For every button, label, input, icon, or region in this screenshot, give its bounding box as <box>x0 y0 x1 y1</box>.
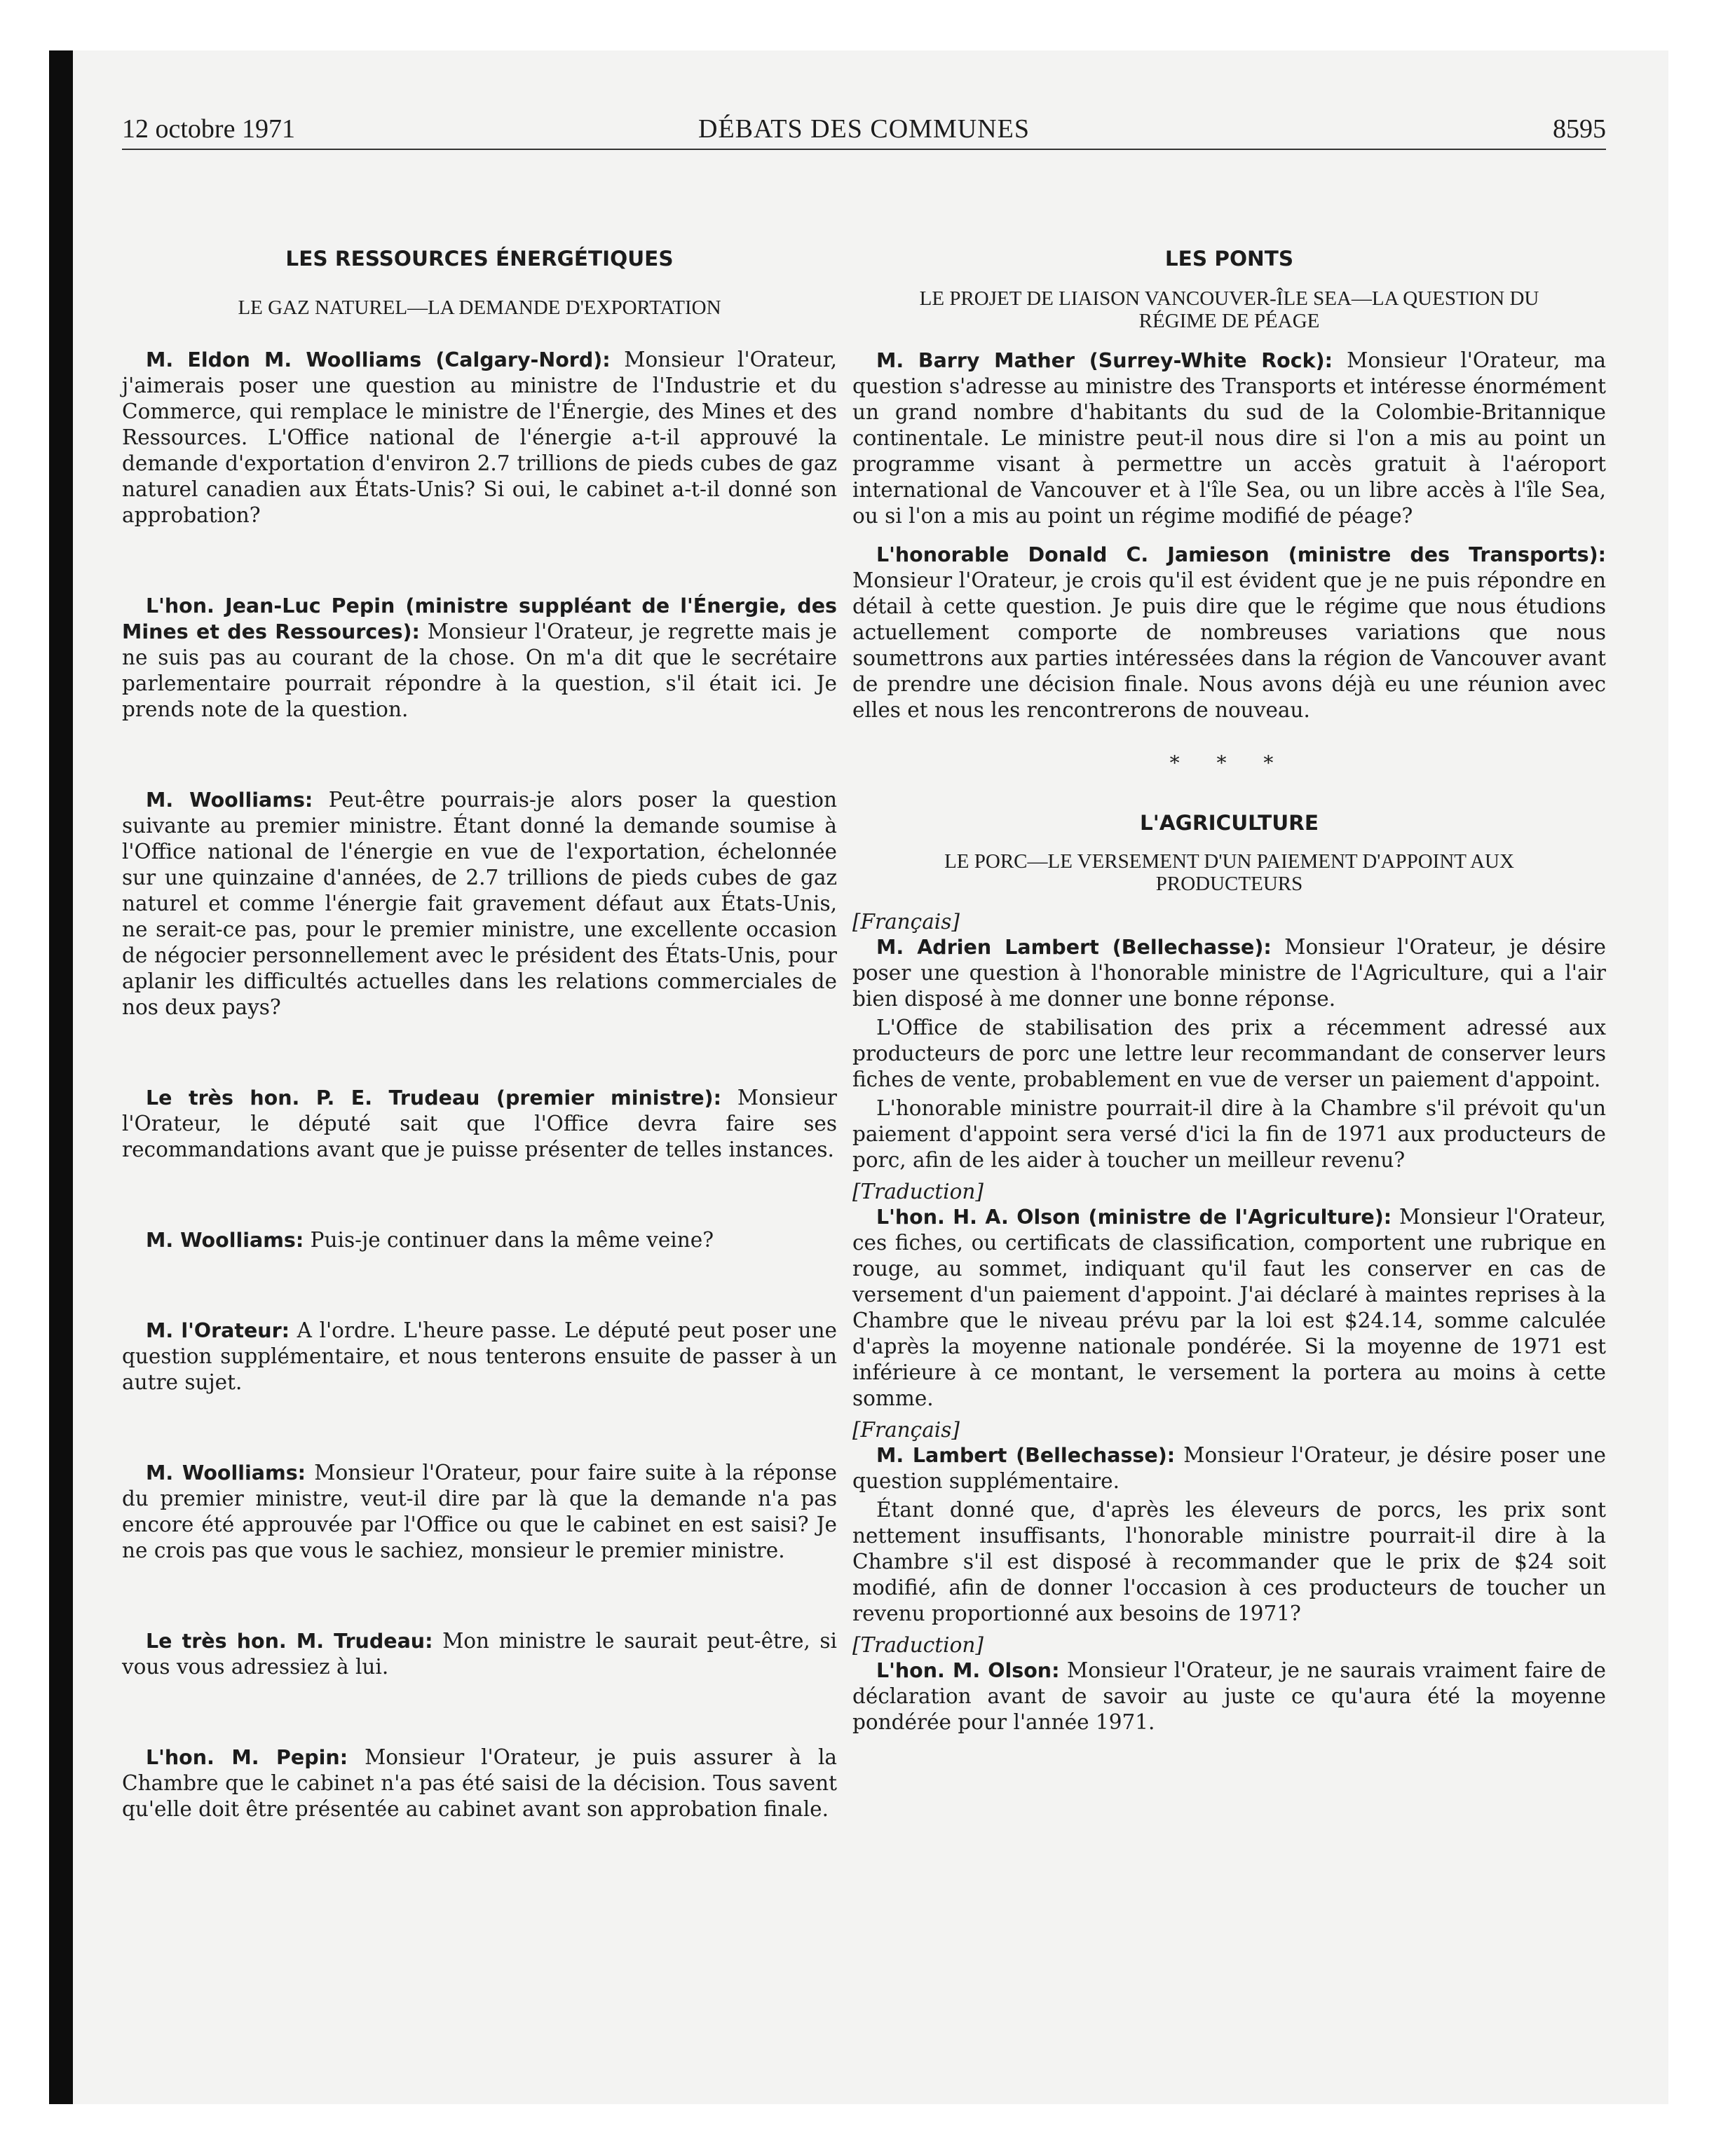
speech-text: Monsieur l'Orateur, je ne saurais vraiment faire de déclaration avant de savoir au juste ce qu'aura été la moyenne pondérée pour l'année 1971. <box>852 1658 1606 1734</box>
speech-paragraph <box>852 1442 1606 1494</box>
left-column <box>122 189 837 1822</box>
speaker-name: M. Barry Mather (Surrey-White Rock): <box>876 349 1333 372</box>
speech-text: A l'ordre. L'heure passe. Le député peut poser une question supplémentaire, et nous tenterons ensuite de passer à un autre sujet. <box>122 1318 837 1394</box>
section-separator: * * * <box>1169 751 1289 775</box>
speech-text: Monsieur l'Orateur, ces fiches, ou certificats de classification, comportent une rubrique en rouge, au sommet, indiquant qu'il faut les conserver en cas de versement d'un paiement d'appoint. J'ai déclaré à maintes reprises à la Chambre que le niveau prévu par la loi est $24.14, somme calculée d'après la moyenne nationale pondérée. Si la moyenne de 1971 est inférieure à ce montant, le versement la portera au moins à cette somme. <box>852 1205 1606 1410</box>
speaker-name: M. Woolliams: <box>146 1229 304 1252</box>
speech-paragraph: L'Office de stabilisation des prix a récemment adressé aux producteurs de porc une lettre leur recommandant de conserver leurs fiches de vente, probablement en vue de verser un paiement d'appoint. <box>852 1016 1606 1091</box>
speech-paragraph <box>122 1085 837 1163</box>
speech-text: Mon ministre le saurait peut-être, si vous vous adressiez à lui. <box>122 1629 837 1679</box>
section-heading: L'AGRICULTURE <box>1139 811 1319 835</box>
section-heading: LES RESSOURCES ÉNERGÉTIQUES <box>285 247 674 271</box>
speech-paragraph <box>852 1658 1606 1735</box>
section-subheading: LE PORC—LE VERSEMENT D'UN PAIEMENT D'APPOINT AUX PRODUCTEURS <box>944 850 1514 895</box>
speaker-name: M. Adrien Lambert (Bellechasse): <box>876 936 1272 959</box>
language-marker: [Traduction] <box>852 1633 984 1657</box>
speech-text: Monsieur l'Orateur, je désire poser une question à l'honorable ministre de l'Agriculture, qui a l'air bien disposé à me donner une bonne réponse. <box>852 935 1606 1011</box>
speaker-name: M. Eldon M. Woolliams (Calgary-Nord): <box>146 348 611 371</box>
language-marker: [Français] <box>852 1418 960 1442</box>
speaker-name: M. l'Orateur: <box>146 1319 290 1342</box>
speech-paragraph <box>852 348 1606 529</box>
speech-paragraph: Étant donné que, d'après les éleveurs de porcs, les prix sont nettement insuffisants, l'honorable ministre pourrait-il dire à la Chambre s'il est disposé à recommander que le prix de $24 soit modifié, afin de donner l'occasion à ces producteurs de toucher un revenu proportionné aux besoins de 1971? <box>852 1498 1606 1625</box>
header-title: DÉBATS DES COMMUNES <box>698 114 1030 144</box>
speech-paragraph <box>122 1628 837 1680</box>
page-number: 8595 <box>1553 114 1606 144</box>
speaker-name: M. Lambert (Bellechasse): <box>876 1444 1176 1467</box>
speech-text: Monsieur l'Orateur, je puis assurer à la Chambre que le cabinet n'a pas été saisi de la décision. Tous savent qu'elle doit être présentée au cabinet avant son approbation finale. <box>122 1745 838 1821</box>
speech-paragraph <box>122 593 837 723</box>
section-heading: LES PONTS <box>1164 247 1294 271</box>
speech-text: Monsieur l'Orateur, le député sait que l'Office devra faire ses recommandations avant que je puisse présenter de telles instances. <box>122 1086 837 1161</box>
speech-paragraph <box>122 347 837 528</box>
speech-paragraph <box>852 1204 1606 1412</box>
header-date: 12 octobre 1971 <box>122 114 295 144</box>
speaker-name: L'hon. M. Olson: <box>876 1659 1060 1682</box>
language-marker: [Français] <box>852 910 960 934</box>
language-marker: [Traduction] <box>852 1180 984 1203</box>
speaker-name: Le très hon. P. E. Trudeau (premier ministre): <box>146 1086 721 1110</box>
speaker-name: L'hon. Jean-Luc Pepin (ministre suppléant de l'Énergie, des Mines et des Ressources): <box>122 594 837 643</box>
speech-paragraph <box>122 1745 837 1822</box>
section-subheading: LE GAZ NATUREL—LA DEMANDE D'EXPORTATION <box>238 296 721 319</box>
speaker-name: L'hon. M. Pepin: <box>146 1746 348 1769</box>
page-header <box>122 109 1606 150</box>
speech-text: Monsieur l'Orateur, je regrette mais je ne suis pas au courant de la chose. On m'a dit que le secrétaire parlementaire pourrait répondre à la question, s'il était ici. Je prends note de la question. <box>122 620 837 721</box>
speech-paragraph <box>122 1318 837 1396</box>
speech-paragraph <box>122 787 837 1021</box>
speaker-name: M. Woolliams: <box>146 789 313 812</box>
speech-text: Monsieur l'Orateur, pour faire suite à la réponse du premier ministre, veut-il dire par là que la demande n'a pas encore été approuvée par l'Office ou que le cabinet en est saisi? Je ne crois pas que vous le sachiez, monsieur le premier ministre. <box>122 1461 837 1562</box>
speaker-name: Le très hon. M. Trudeau: <box>146 1630 433 1653</box>
speech-paragraph: L'honorable ministre pourrait-il dire à la Chambre s'il prévoit qu'un paiement d'appoint sera versé d'ici la fin de 1971 aux producteurs de porc, afin de les aider à toucher un meilleur revenu? <box>852 1096 1606 1172</box>
speech-paragraph <box>122 1460 837 1564</box>
binding-edge <box>49 50 73 2104</box>
speech-text: Monsieur l'Orateur, ma question s'adresse au ministre des Transports et intéresse énormément un grand nombre d'habitants du sud de la Colombie-Britannique continentale. Le ministre peut-il nous dire si l'on a mis au point un programme visant à permettre un accès gratuit à l'aéroport international de Vancouver et à l'île Sea, ou un libre accès à l'île Sea, ou si l'on a mis au point un régime modifié de péage? <box>852 348 1606 528</box>
speech-paragraph <box>852 542 1606 723</box>
right-column <box>852 189 1606 1735</box>
speech-text: Monsieur l'Orateur, je désire poser une question supplémentaire. <box>852 1443 1606 1493</box>
speech-text: Puis-je continuer dans la même veine? <box>304 1228 714 1252</box>
speaker-name: L'honorable Donald C. Jamieson (ministre des Transports): <box>876 543 1606 566</box>
speaker-name: M. Woolliams: <box>146 1461 306 1485</box>
speech-text: Monsieur l'Orateur, j'aimerais poser une question au ministre de l'Industrie et du Commerce, qui remplace le ministre de l'Énergie, des Mines et des Ressources. L'Office national de l'énergie a-t-il approuvé la demande d'exportation d'environ 2.7 trillions de pieds cubes de gaz naturel canadien aux États-Unis? Si oui, le cabinet a-t-il donné son approbation? <box>122 348 837 527</box>
speech-text: Peut-être pourrais-je alors poser la question suivante au premier ministre. Étant donné la demande soumise à l'Office national de l'énergie en vue de l'exportation, échelonnée sur une quinzaine d'années, de 2.7 trillions de pieds cubes de gaz naturel et comme l'énergie fait gravement défaut aux États-Unis, ne serait-ce pas, pour le premier ministre, une excellente occasion de négocier personnellement avec le président des États-Unis, pour aplanir les difficultés actuelles dans les relations commerciales de nos deux pays? <box>122 788 837 1019</box>
speaker-name: L'hon. H. A. Olson (ministre de l'Agriculture): <box>876 1206 1392 1229</box>
speech-paragraph <box>122 1227 837 1253</box>
speech-paragraph <box>852 934 1606 1012</box>
section-subheading: LE PROJET DE LIAISON VANCOUVER-ÎLE SEA—LA QUESTION DU RÉGIME DE PÉAGE <box>919 287 1539 332</box>
speech-text: Monsieur l'Orateur, je crois qu'il est évident que je ne puis répondre en détail à cette question. Je puis dire que le régime que nous étudions actuellement comporte de nombreuses variations que nous soumettrons aux parties intéressées dans la région de Vancouver avant de prendre une décision finale. Nous avons déjà eu une réunion avec elles et nous les rencontrerons de nouveau. <box>852 568 1606 722</box>
